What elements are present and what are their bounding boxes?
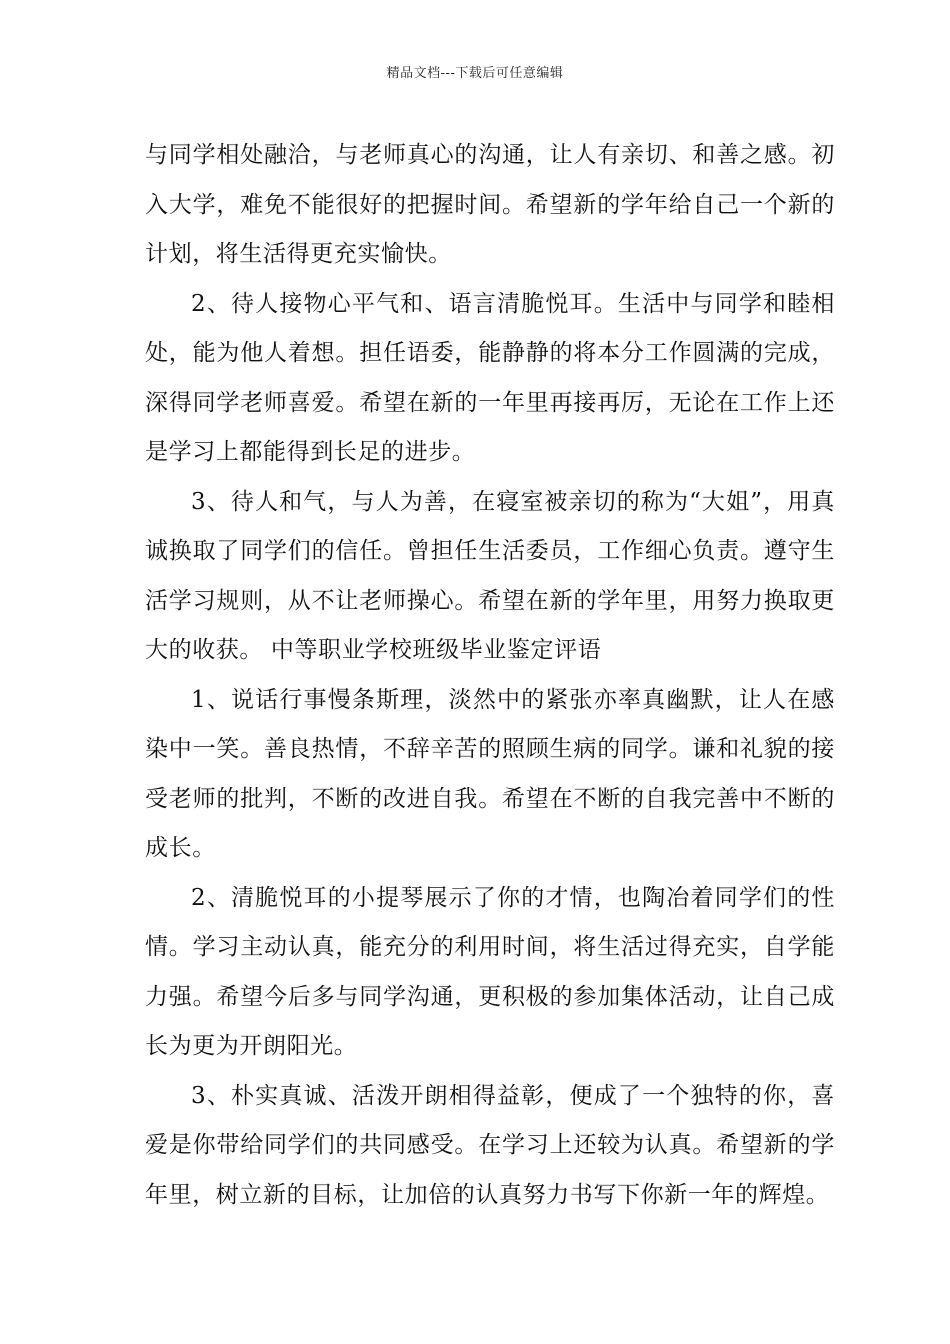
paragraph-comment-1: 1、说话行事慢条斯理，淡然中的紧张亦率真幽默，让人在感染中一笑。善良热情，不辞辛苦的照顾生病的同学。谦和礼貌的接受老师的批判，不断的改进自我。希望在不断的自我完善中不断的成长。	[145, 686, 835, 861]
document-body	[145, 131, 835, 1220]
paragraph-comment-3b: 3、朴实真诚、活泼开朗相得益彰，便成了一个独特的你，喜爱是你带给同学们的共同感受。在学习上还较为认真。希望新的学年里，树立新的目标，让加倍的认真努力书写下你新一年的辉煌。	[145, 1082, 835, 1208]
paragraph-comment-2b: 2、清脆悦耳的小提琴展示了你的才情，也陶冶着同学们的性情。学习主动认真，能充分的利用时间，将生活过得充实，自学能力强。希望今后多与同学沟通，更积极的参加集体活动，让自己成长为更为开朗阳光。	[145, 884, 835, 1059]
paragraph-continued: 与同学相处融洽，与老师真心的沟通，让人有亲切、和善之感。初入大学，难免不能很好的把握时间。希望新的学年给自己一个新的计划，将生活得更充实愉快。	[145, 142, 835, 267]
paragraph-comment-2: 2、待人接物心平气和、语言清脆悦耳。生活中与同学和睦相处，能为他人着想。担任语委，能静静的将本分工作圆满的完成，深得同学老师喜爱。希望在新的一年里再接再厉，无论在工作上还是学习上都能得到长足的进步。	[145, 290, 835, 465]
paragraph-comment-3: 3、待人和气，与人为善，在寝室被亲切的称为“大姐”，用真诚换取了同学们的信任。曾担任生活委员，工作细心负责。遵守生活学习规则，从不让老师操心。希望在新的学年里，用努力换取更大的收获。 中等职业学校班级毕业鉴定评语	[145, 488, 835, 663]
page-header: 精品文档---下载后可任意编辑	[386, 66, 564, 81]
